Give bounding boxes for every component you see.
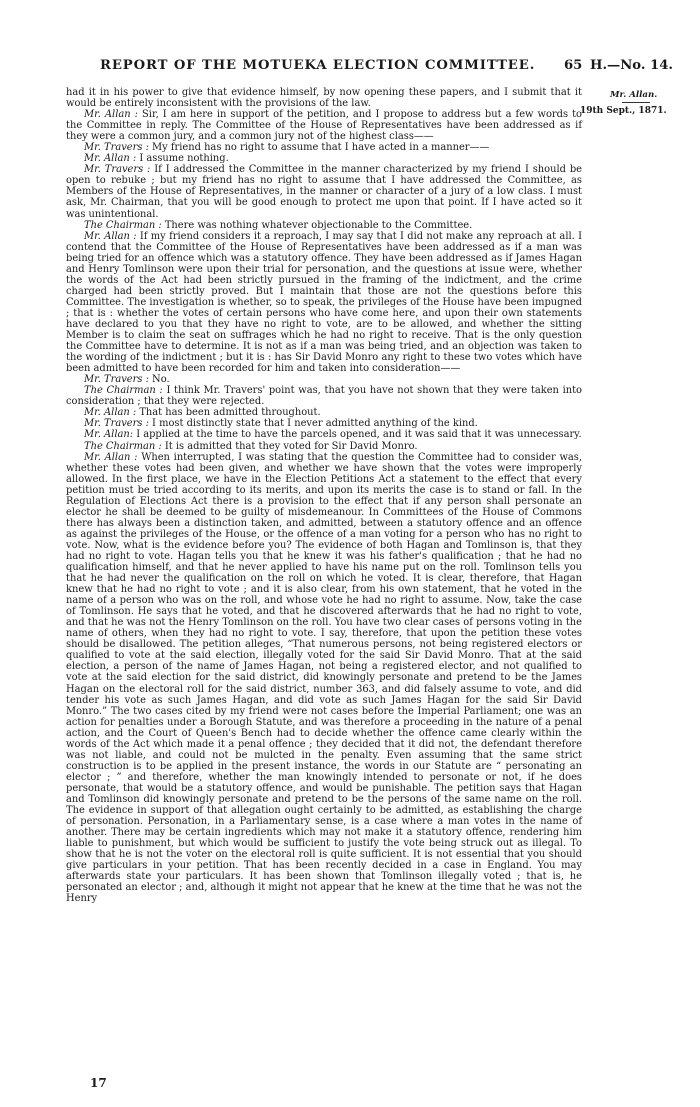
speaker-label: The Chairman : <box>84 219 162 231</box>
speaker-label: Mr. Allan : <box>84 153 137 165</box>
paragraph <box>66 231 582 375</box>
speaker-label: Mr. Travers : <box>84 418 149 430</box>
margin-rule <box>622 102 650 103</box>
paragraph <box>66 142 582 153</box>
speaker-label: Mr. Allan : <box>84 407 137 419</box>
speaker-label: Mr. Travers : <box>84 374 149 386</box>
paragraph-text: When interrupted, I was stating that the question the Committee had to consider was, whether these votes had been given, and whether we have shown that the votes were improperly allowed. In the first place, we have in the Election Petitions Act a statement to the effect that every petition must be tried according to its merits, and upon its merits the case is to stand or fall. In the Regulation of Elections Act there is a provision to the effect that if any person shall personate an elector he shall be deemed to be guilty of misdemeanour. In Committees of the House of Commons there has always been a distinction taken, and admitted, between a statutory offence and an offence as against the privileges of the House, or the offence of a man voting for a person who has no right to vote. Now, what is the evidence before you? The evidence of both Hagan and Tomlinson is, that they had no right to vote. Hagan tells you that he knew it was his father's qualification ; that he had no qualification himself, and that he never applied to have his name put on the roll. Tomlinson tells you that he had never the qualification on the roll on which he voted. It is clear, therefore, that Hagan knew that he had no right to vote ; and it is also clear, from his own statement, that he voted in the name of a person who was on the roll, and whose vote he had no right to assume. Now, take the case of Tomlinson. He says that he voted, and that he discovered afterwards that he had no right to vote, and that he was not the Henry Tomlinson on the roll. You have two clear cases of persons voting in the name of others, when they had no right to vote. I say, therefore, that upon the petition these votes should be disallowed. The petition alleges, “That numerous persons, not being registered electors or qualified to vote at the said election, illegally voted for the said Sir David Monro. That at the said election, a person of the name of James Hagan, not being a registered elector, and not qualified to vote at the said election for the said district, did knowingly personate and pretend to be the James Hagan on the electoral roll for the said district, number 363, and did falsely assume to vote, and did tender his vote as such James Hagan, and did vote as such James Hagan for the said Sir David Monro.” The two cases cited by my friend were not cases before the Imperial Parliament; one was an action for penalties under a Borough Statute, and was therefore a proceeding in the nature of a penal action, and the Court of Queen's Bench had to decide whether the offence came clearly within the words of the Act which made it a penal offence ; they decided that it did not, the defendant therefore was not liable, and could not be mulcted in the penalty. Even assuming that the same strict construction is to be applied in the present instance, the words in our Statute are “ personating an elector ; ” and therefore, whether the man knowingly intended to personate or not, if he does personate, that would be a statutory offence, and would be punishable. The petition says that Hagan and Tomlinson did knowingly personate and pretend to be the persons of the same name on the roll. The evidence in support of that allegation ought certainly to be admitted, as establishing the charge of personation. Personation, in a Parliamentary sense, is a case where a man votes in the name of another. There may be certain ingredients which may not make it a statutory offence, rendering him liable to punishment, but which would be sufficient to justify the vote being struck out as illegal. To show that he is not the voter on the electoral roll is quite sufficient. It is not essential that you should give particulars in your petition. That has been recently decided in a case in England. You may afterwards state your particulars. It has been shown that Tomlinson illegally voted ; that is, he personated an elector ; and, although it might not appear that he knew at the time that he was not the Henry <box>66 451 583 905</box>
paragraph <box>66 109 582 142</box>
paragraph-text: That has been admitted throughout. <box>139 407 321 419</box>
margin-speaker-note: Mr. Allan. <box>610 90 658 100</box>
running-header <box>100 58 680 78</box>
paragraph <box>66 441 582 452</box>
speaker-label: Mr. Travers : <box>84 164 151 176</box>
paragraph <box>66 220 582 231</box>
page-number: 65 <box>564 58 583 73</box>
paragraph <box>66 407 582 418</box>
page-title: REPORT OF THE MOTUEKA ELECTION COMMITTEE. <box>100 58 536 73</box>
paragraph-text: If I addressed the Committee in the manner characterized by my friend I should be open to rebuke ; but my friend has no right to assume that I have addressed the Committee, as Members of the House of Representatives, in the manner or character of a jury of a low class. I must ask, Mr. Chairman, that you will be good enough to protect me upon that point. If I have acted so it was unintentional. <box>66 164 582 220</box>
paragraph-text: It is admitted that they voted for Sir David Monro. <box>164 440 418 452</box>
margin-date-note: 19th Sept., 1871. <box>580 106 667 116</box>
speaker-label: Mr. Travers : <box>84 142 149 154</box>
paragraph <box>66 452 582 905</box>
paragraph <box>66 87 582 109</box>
speaker-label: The Chairman : <box>84 440 162 452</box>
paragraph <box>66 385 582 407</box>
paragraph-text: If my friend considers it a reproach, I may say that I did not make any reproach at all. I contend that the Committee of the House of Representatives have been addressed as if a man was being tried for an offence which was a statutory offence. They have been addressed as if James Hagan and Henry Tomlinson were upon their trial for personation, and the questions at issue were, whether the words of the Act had been strictly pursued in the framing of the indictment, and the crime charged had been strictly proved. But I maintain that those are not the questions before this Committee. The investigation is whether, so to speak, the privileges of the House have been impugned ; that is : whether the votes of certain persons who have come here, and upon their own statements have declared to you that they have no right to vote, are to be allowed, and whether the sitting Member is to claim the seat on suffrages which he had no right to receive. That is the only question the Committee have to determine. It is not as if a man was being tried, and an objection was taken to the wording of the indictment ; but it is : has Sir David Monro any right to these two votes which have been admitted to have been recorded for him and taken into consideration—— <box>66 230 583 375</box>
paragraph <box>66 164 582 219</box>
paragraph-text: My friend has no right to assume that I have acted in a manner—— <box>152 142 490 154</box>
speaker-label: Mr. Allan : <box>84 109 138 121</box>
speaker-label: Mr. Allan : <box>84 230 137 242</box>
paragraph-text: Sir, I am here in support of the petition, and I propose to address but a few words to the Committee in reply. The Committee of the House of Representatives have been addressed as if they were a common jury, and a common jury not of the highest class—— <box>66 109 582 143</box>
paragraph-text: There was nothing whatever objectionable to the Committee. <box>164 219 473 231</box>
speaker-label: The Chairman : <box>84 385 163 397</box>
document-reference: H.—No. 14. <box>590 58 673 73</box>
document-body <box>66 87 582 904</box>
paragraph <box>66 429 582 440</box>
paragraph <box>66 153 582 164</box>
paragraph-text: had it in his power to give that evidence himself, by now opening these papers, and I submit that it would be entirely inconsistent with the provisions of the law. <box>66 87 582 110</box>
paragraph-text: I assume nothing. <box>139 153 229 165</box>
speaker-label: Mr. Allan: <box>84 429 134 441</box>
paragraph-text: I most distinctly state that I never admitted anything of the kind. <box>152 418 478 430</box>
paragraph <box>66 374 582 385</box>
paragraph-text: No. <box>152 374 170 386</box>
paragraph-text: I applied at the time to have the parcels opened, and it was said that it was unnecessary. <box>136 429 582 441</box>
paragraph <box>66 418 582 429</box>
signature-mark: 17 <box>90 1076 107 1090</box>
speaker-label: Mr. Allan : <box>84 451 138 463</box>
paragraph-text: I think Mr. Travers' point was, that you have not shown that they were taken into consideration ; that they were rejected. <box>66 385 582 408</box>
